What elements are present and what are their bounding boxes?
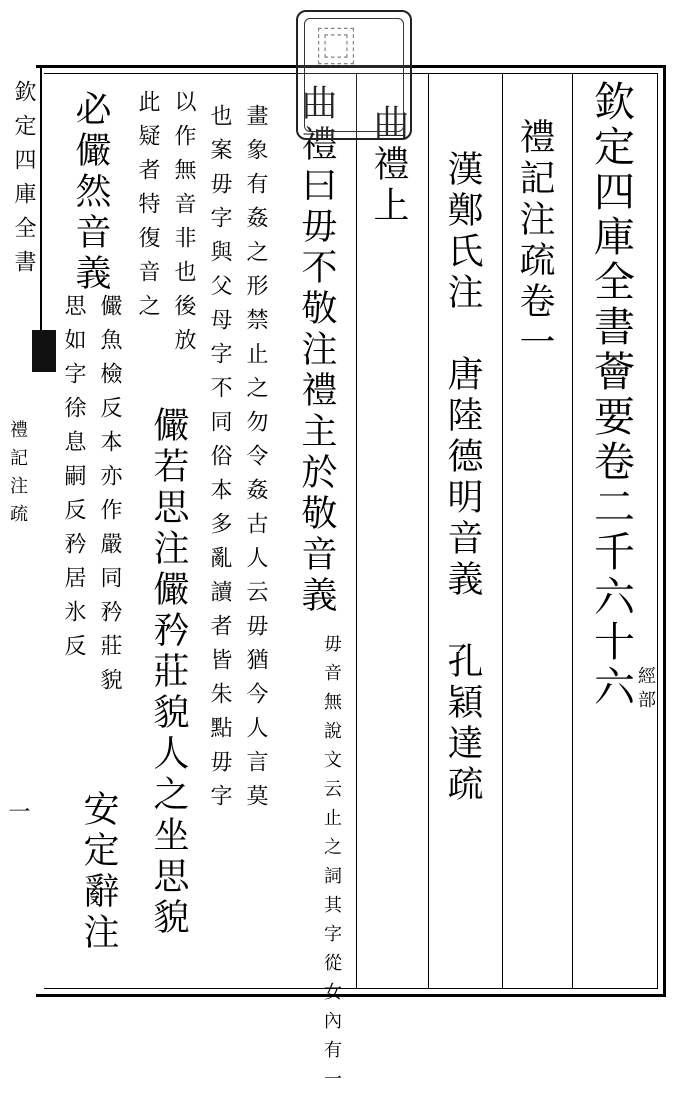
side-book-label: 禮記注疏 xyxy=(7,420,28,532)
main-text-column: 儼若思注儼矜莊貌人之坐思貌 xyxy=(148,406,189,939)
authors-line: 漢鄭氏注 唐陸德明音義 孔穎達疏 xyxy=(442,150,483,806)
chapter-heading: 曲禮上 xyxy=(368,104,409,227)
collector-seal-stamp xyxy=(296,10,412,140)
side-page-number: 一 xyxy=(5,800,30,822)
column-rule xyxy=(356,74,357,988)
commentary-line: 儼魚檢反本亦作嚴同矜莊貌 xyxy=(97,294,122,702)
column-rule xyxy=(572,74,573,988)
commentary-line: 畫象有姦之形禁止之勿令姦古人云毋猶今人言莫 xyxy=(243,104,268,818)
column-rule xyxy=(428,74,429,988)
main-text-column: 曲禮曰毋不敬注禮主於敬音義 xyxy=(296,84,337,617)
commentary-line: 也案毋字與父母字不同俗本多亂讀者皆朱點毋字 xyxy=(207,104,232,818)
side-running-header: 欽定四庫全書 xyxy=(11,80,36,284)
collection-title: 欽定四庫全書薈要卷二千六十六 xyxy=(587,80,635,710)
commentary-line: 思如字徐息嗣反矜居氷反 xyxy=(61,294,86,668)
commentary-line: 此疑者特復音之 xyxy=(135,90,160,328)
commentary-line: 以作無音非也後放 xyxy=(171,90,196,362)
main-text-column: 必儼然音義 xyxy=(70,90,111,295)
seal-glyph: ⿴ xyxy=(316,25,358,71)
commentary-line: 毋音無說文云止之詞其字從女內有一 xyxy=(321,634,342,1098)
section-label: 經部 xyxy=(635,666,656,714)
book-title: 禮記注疏卷一 xyxy=(514,118,555,364)
main-text-column: 安定辭注 xyxy=(78,790,119,954)
column-rule xyxy=(502,74,503,988)
